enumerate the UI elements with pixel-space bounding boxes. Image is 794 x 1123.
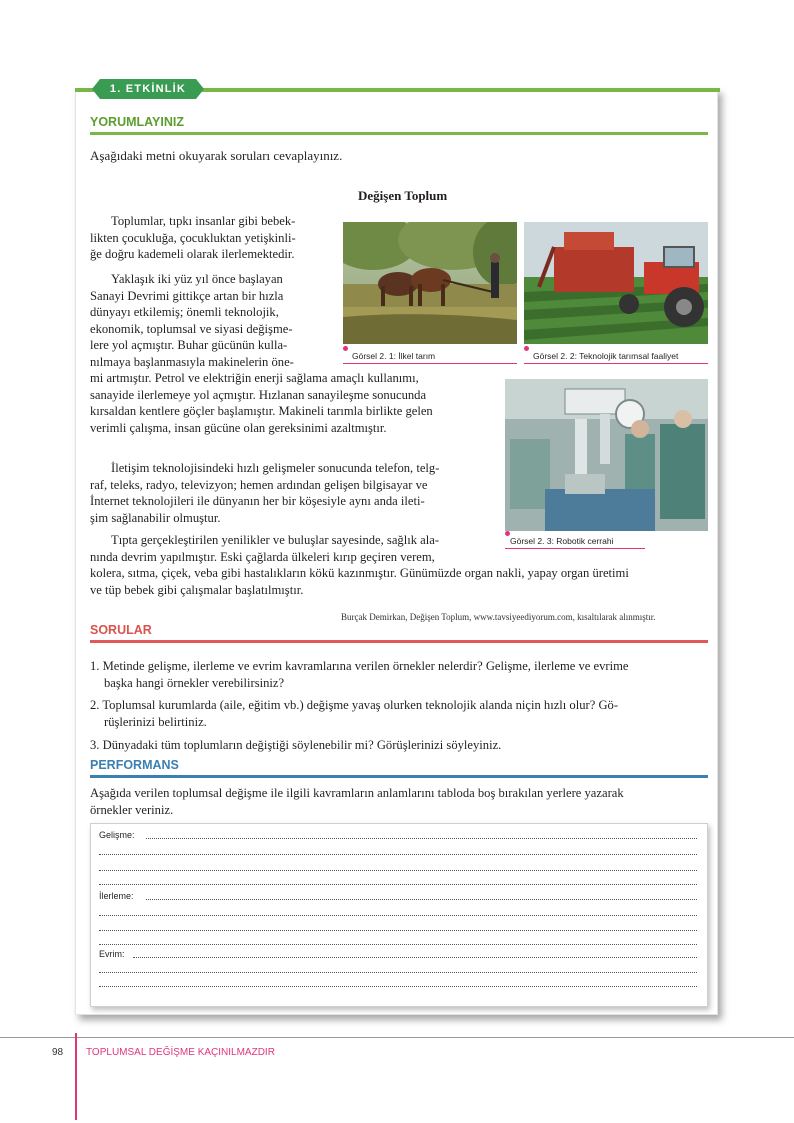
article-title: Değişen Toplum	[358, 188, 448, 203]
text-line: kırsaldan kentlere göçler başlamıştır. Makineli tarımla birlikte gelen	[90, 404, 433, 418]
answer-line[interactable]	[99, 876, 697, 886]
photo-robotic-surgery	[505, 379, 708, 531]
answer-line[interactable]	[99, 964, 697, 974]
robotic-surgery-image	[505, 379, 708, 531]
caption-text: Görsel 2. 2: Teknolojik tarımsal faaliyet	[533, 351, 679, 361]
footer-accent-bar	[75, 1033, 77, 1120]
writing-line[interactable]	[99, 944, 697, 945]
text-line: Yaklaşık iki yüz yıl önce başlayan	[111, 272, 283, 286]
writing-line[interactable]	[99, 884, 697, 885]
writing-line[interactable]	[133, 957, 697, 958]
text-line: ekonomik, toplumsal ve siyasi değişme-	[90, 321, 293, 336]
answer-field-development[interactable]	[99, 830, 697, 840]
text-line: mi artmıştır. Petrol ve elektriğin enerji sağlama amaçlı kullanımı,	[90, 371, 419, 385]
text-line: Tıpta gerçekleştirilen yenilikler ve buluşlar sayesinde, sağlık ala-	[111, 533, 440, 547]
answer-field-evolution[interactable]	[99, 949, 697, 959]
section-line-red	[90, 640, 708, 643]
instruction-line: Aşağıda verilen toplumsal değişme ile ilgili kavramların anlamlarını tabloda boş bırakılan yerlere yazarak	[90, 786, 624, 800]
paragraph-1	[90, 213, 296, 263]
text-line: İletişim teknolojisindeki hızlı gelişmeler sonucunda telefon, telg-	[111, 461, 440, 475]
section-line-green	[90, 132, 708, 135]
text-line: Sanayi Devrimi gittikçe artan bir hızla	[90, 288, 284, 303]
photo-tractor-farming	[524, 222, 708, 344]
answer-field-progress[interactable]	[99, 891, 697, 901]
writing-line[interactable]	[146, 838, 697, 839]
text-line: verimli çalışma, insan gücüne olan gereksinimi azaltmıştır.	[90, 420, 387, 435]
footer-title: TOPLUMSAL DEĞİŞME KAÇINILMAZDIR	[86, 1047, 275, 1058]
footer-divider	[0, 1037, 794, 1038]
photo-primitive-farming	[343, 222, 517, 344]
caption-image-3	[505, 536, 645, 549]
section-heading-performance: PERFORMANS	[90, 758, 179, 772]
writing-line[interactable]	[99, 986, 697, 987]
answer-line[interactable]	[99, 922, 697, 932]
answer-line[interactable]	[99, 936, 697, 946]
paragraph-3	[90, 460, 439, 526]
text-line: dünyayı etkilemiş; önemli teknolojik,	[90, 305, 279, 319]
text-line: nında devrim yapılmıştır. Eski çağlarda ülkeleri kırıp geçiren verem,	[90, 549, 435, 564]
question-line: 1. Metinde gelişme, ilerleme ve evrim kavramlarına verilen örnekler nelerdir? Gelişme, ilerleme ve evrime	[90, 659, 629, 673]
text-line: ve tüp bebek gibi çalışmalar başlatılmıştır.	[90, 582, 304, 597]
text-line: kolera, sıtma, çiçek, veba gibi hastalıkların kökü kazınmıştır. Günümüzde organ nakli, yapay organ üretimi	[90, 566, 629, 580]
writing-line[interactable]	[99, 930, 697, 931]
writing-line[interactable]	[99, 854, 697, 855]
text-line: şim sağlanabilir olmuştur.	[90, 510, 221, 525]
text-line: İnternet teknolojileri ile dünyanın her bir köşesiyle aynı anda ileti-	[90, 494, 425, 508]
question-line: 3. Dünyadaki tüm toplumların değiştiği söylenebilir mi? Görüşlerinizi söyleyiniz.	[90, 738, 502, 752]
field-label: Gelişme:	[99, 830, 135, 840]
writing-line[interactable]	[99, 870, 697, 871]
field-label: İlerleme:	[99, 891, 134, 901]
section-line-blue	[90, 775, 708, 778]
text-line: raf, teleks, radyo, televizyon; hemen ardından gelişen bilgisayar ve	[90, 477, 428, 492]
writing-line[interactable]	[146, 899, 697, 900]
writing-line[interactable]	[99, 972, 697, 973]
answer-line[interactable]	[99, 862, 697, 872]
question-line: başka hangi örnekler verebilirsiniz?	[104, 676, 285, 690]
citation: Burçak Demirkan, Değişen Toplum, www.tavsiyeediyorum.com, kısaltılarak alınmıştır.	[341, 612, 656, 622]
caption-marker	[505, 531, 510, 536]
primitive-farming-image	[343, 222, 517, 344]
section-heading-questions: SORULAR	[90, 623, 152, 637]
text-line: nılmaya başlanmasıyla makinelerin öne-	[90, 354, 294, 369]
answer-line[interactable]	[99, 978, 697, 988]
text-line: ğe doğru kademeli olarak ilerlemektedir.	[90, 247, 295, 261]
text-line: lere yol açmıştır. Buhar gücünün kulla-	[90, 338, 288, 352]
activity-tab: 1. ETKİNLİK	[100, 79, 196, 99]
performance-instruction	[90, 785, 624, 819]
caption-marker	[343, 346, 348, 351]
writing-line[interactable]	[99, 915, 697, 916]
instruction-line: örnekler veriniz.	[90, 803, 174, 817]
text-line: likten çocukluğa, çocukluktan yetişkinli-	[90, 230, 296, 245]
page-number: 98	[52, 1047, 64, 1058]
answer-line[interactable]	[99, 846, 697, 856]
intro-text: Aşağıdaki metni okuyarak soruları cevaplayınız.	[90, 148, 343, 163]
section-heading-interpret: YORUMLAYINIZ	[90, 115, 184, 129]
text-line: sanayide ilerlemeye yol açmıştır. Hızlanan sanayileşme sonucunda	[90, 387, 427, 402]
caption-marker	[524, 346, 529, 351]
text-line: Toplumlar, tıpkı insanlar gibi bebek-	[111, 214, 296, 228]
caption-image-2	[524, 351, 708, 364]
question-line: 2. Toplumsal kurumlarda (aile, eğitim vb.) değişme yavaş olurken teknolojik alanda niçin hızlı olur? Gö-	[90, 698, 619, 712]
answer-line[interactable]	[99, 907, 697, 917]
caption-text: Görsel 2. 3: Robotik cerrahi	[510, 536, 614, 546]
question-3	[90, 737, 501, 754]
field-label: Evrim:	[99, 949, 125, 959]
question-1	[90, 658, 629, 692]
question-2	[90, 697, 618, 731]
tractor-farming-image	[524, 222, 708, 344]
caption-image-1	[343, 351, 517, 364]
caption-text: Görsel 2. 1: İlkel tarım	[352, 351, 436, 361]
question-line: rüşlerinizi belirtiniz.	[104, 715, 207, 729]
